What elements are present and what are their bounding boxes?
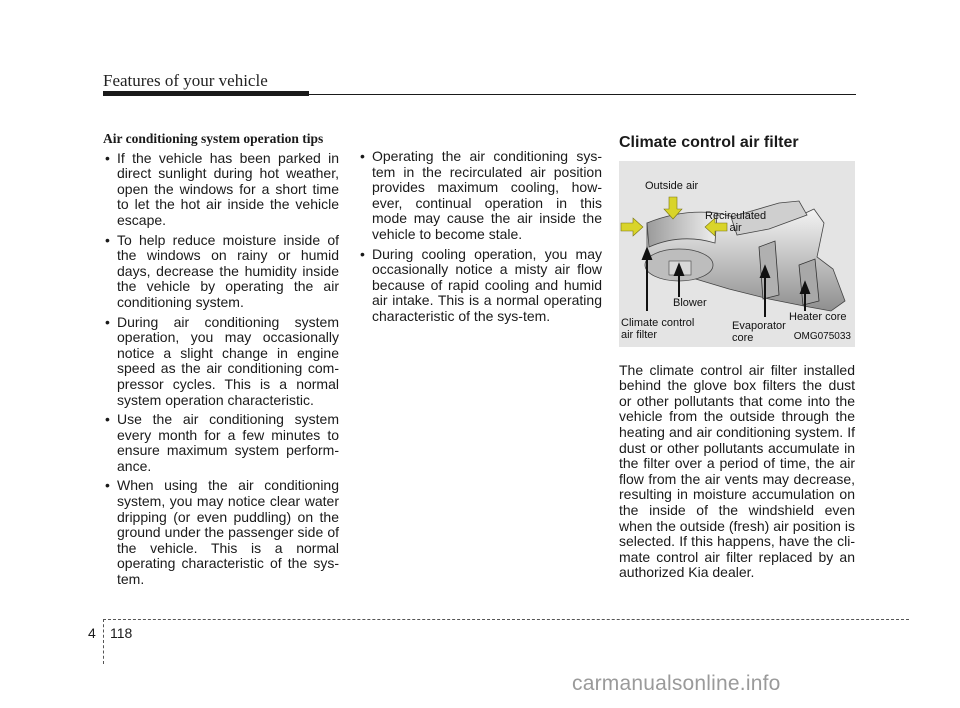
outside-air-label: Outside air: [645, 179, 699, 192]
evaporator-label: Evaporator core: [732, 319, 786, 344]
list-item: • To help reduce moisture inside of the windows on rainy or humid days, decrease the humidity inside the vehicle by operating the air conditioning system.: [103, 233, 339, 311]
list-item: • During air conditioning system operation, you may occasionally notice a slight change in engine speed as the air conditioning com-pressor cycles. This is a normal system operation characteristic.: [103, 315, 339, 409]
footer-rule: [103, 619, 909, 620]
list-item: • Operating the air conditioning sys-tem in the recirculated air position provides maximum cooling, how-ever, continual operation in this mode may cause the air inside the vehicle to become stale.: [358, 149, 602, 243]
tips-list-continued: [358, 149, 602, 325]
left-column: [103, 131, 339, 592]
tips-list: [103, 151, 339, 588]
page-header-title: Features of your vehicle: [103, 71, 268, 90]
list-item: • If the vehicle has been parked in direct sunlight during hot weather, open the windows for a short time to let the hot air inside the vehicle escape.: [103, 151, 339, 229]
page-number: 118: [110, 625, 133, 641]
watermark: carmanualsonline.info: [572, 672, 781, 695]
right-column: [619, 131, 855, 581]
filter-description: The climate control air filter installed behind the glove box filters the dust or other pollutants that come into the vehicle from the outside through the heating and air conditioning system. If dust or other pollutants accumulate in the filter over a period of time, the air flow from the air vents may decrease, resulting in moisture accumulation on the inside of the windshield even when the outside (fresh) air position is selected. If this happens, have the cli-mate control air filter replaced by an authorized Kia dealer.: [619, 361, 855, 581]
heater-core-label: Heater core: [789, 310, 847, 323]
blower-label: Blower: [673, 296, 707, 309]
header-rule-line: [309, 94, 856, 95]
tips-heading: Air conditioning system operation tips: [103, 131, 324, 146]
header-rule: [103, 91, 309, 96]
footer-divider: [103, 619, 104, 664]
climate-filter-label: Climate control air filter: [621, 316, 695, 341]
section-title: Climate control air filter: [619, 134, 799, 151]
list-item: • During cooling operation, you may occasionally notice a misty air flow because of rapid cooling and humid air intake. This is a normal operating characteristic of the sys-tem.: [358, 247, 602, 325]
list-item: • When using the air conditioning system, you may notice clear water dripping (or even puddling) on the ground under the passenger side of the vehicle. This is a normal operating characteristic of the sys-tem.: [103, 478, 339, 587]
figure-code: OMG075033: [793, 331, 851, 342]
list-item: • Use the air conditioning system every month for a few minutes to ensure maximum system perform-ance.: [103, 412, 339, 474]
chapter-number: 4: [88, 625, 96, 641]
recirculated-air-label: Recirculated air: [705, 209, 767, 234]
middle-column: [358, 149, 602, 329]
air-filter-diagram: [619, 161, 855, 347]
